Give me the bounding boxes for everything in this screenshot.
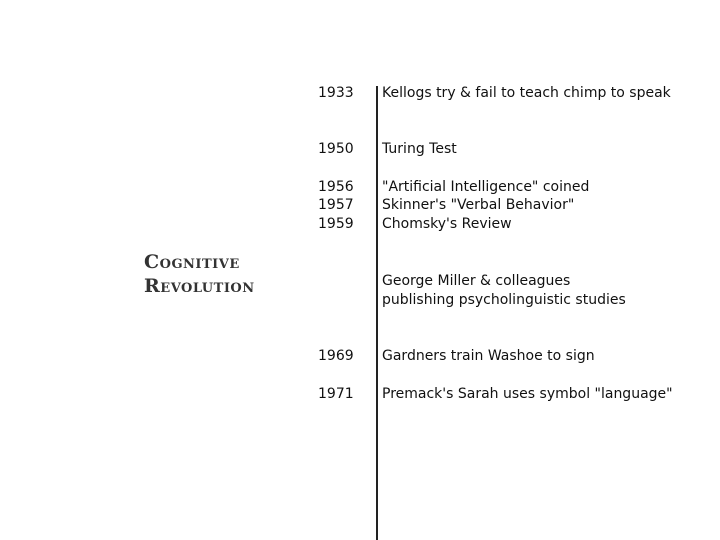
- timeline-event: Premack's Sarah uses symbol "language": [382, 386, 673, 402]
- side-label-line-1: Cognitive: [144, 251, 240, 273]
- timeline-event: George Miller & colleagues: [382, 273, 571, 289]
- timeline-axis: [376, 86, 378, 540]
- timeline-year: 1956: [318, 179, 354, 195]
- timeline-event: "Artificial Intelligence" coined: [382, 179, 590, 195]
- timeline-event: Skinner's "Verbal Behavior": [382, 197, 575, 213]
- timeline-event: Turing Test: [382, 141, 457, 157]
- timeline-year: 1957: [318, 197, 354, 213]
- timeline-year: 1933: [318, 85, 354, 101]
- timeline-event: Chomsky's Review: [382, 216, 512, 232]
- cognitive-revolution-label: [144, 250, 255, 298]
- timeline-year: 1969: [318, 348, 354, 364]
- timeline-year: 1950: [318, 141, 354, 157]
- timeline-year: 1971: [318, 386, 354, 402]
- timeline-event: Gardners train Washoe to sign: [382, 348, 595, 364]
- timeline-year: 1959: [318, 216, 354, 232]
- timeline-event: publishing psycholinguistic studies: [382, 292, 626, 308]
- timeline-event: Kellogs try & fail to teach chimp to speak: [382, 85, 671, 101]
- side-label-line-2: Revolution: [144, 275, 255, 297]
